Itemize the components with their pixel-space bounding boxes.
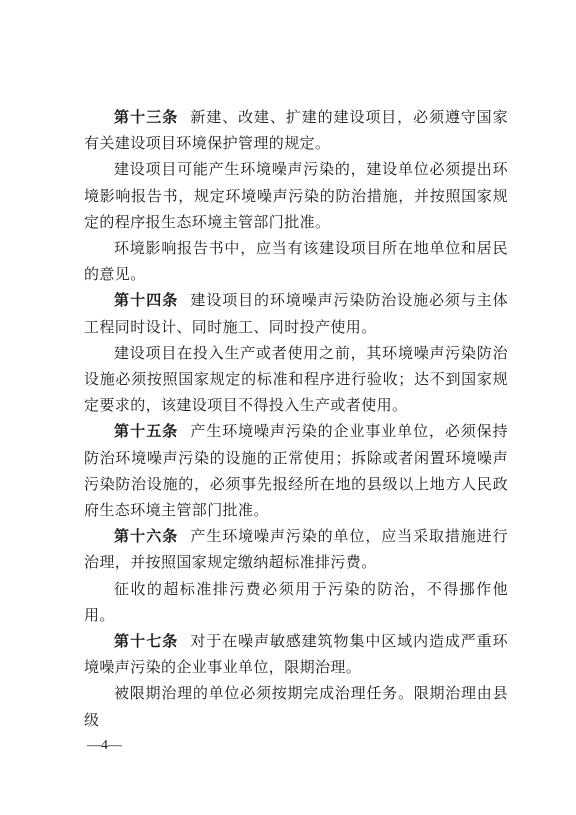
paragraph-text: 建设项目可能产生环境噪声污染的，建设单位必须提出环境影响报告书，规定环境噪声污染的防治措施，并按照国家规定的程序报生态环境主管部门批准。: [84, 160, 508, 231]
paragraph-text: 建设项目的环境噪声污染防治设施必须与主体工程同时设计、同时施工、同时投产使用。: [84, 291, 508, 336]
paragraph: [84, 576, 508, 628]
paragraph-article-16: [84, 523, 508, 575]
paragraph-article-13: [84, 104, 508, 156]
paragraph: [84, 235, 508, 287]
paragraph-article-14: [84, 287, 508, 339]
article-number: 第十六条: [114, 527, 179, 546]
article-number: 第十五条: [114, 422, 179, 441]
paragraph-text: 环境影响报告书中，应当有该建设项目所在地单位和居民的意见。: [84, 239, 508, 284]
paragraph-text: 对于在噪声敏感建筑物集中区域内造成严重环境噪声污染的企业事业单位，限期治理。: [84, 632, 508, 677]
paragraph-text: 征收的超标准排污费必须用于污染的防治，不得挪作他用。: [84, 579, 508, 624]
paragraph-article-17: [84, 628, 508, 680]
paragraph-text: 被限期治理的单位必须按期完成治理任务。限期治理由县级: [84, 684, 508, 729]
article-number: 第十四条: [114, 291, 179, 310]
article-number: 第十三条: [114, 108, 179, 126]
article-number: 第十七条: [114, 632, 179, 651]
paragraph: [84, 340, 508, 419]
paragraph: [84, 680, 508, 732]
paragraph-text: 产生环境噪声污染的单位，应当采取措施进行治理，并按照国家规定缴纳超标准排污费。: [84, 527, 508, 572]
paragraph-article-15: [84, 418, 508, 523]
page-number: —4—: [87, 738, 122, 753]
document-body: [84, 104, 508, 733]
paragraph-text: 新建、改建、扩建的建设项目，必须遵守国家有关建设项目环境保护管理的规定。: [84, 108, 508, 153]
paragraph: [84, 156, 508, 235]
paragraph-text: 产生环境噪声污染的企业事业单位，必须保持防治环境噪声污染的设施的正常使用；拆除或者闲置环境噪声污染防治设施的，必须事先报经所在地的县级以上地方人民政府生态环境主管部门批准。: [84, 422, 508, 520]
paragraph-text: 建设项目在投入生产或者使用之前，其环境噪声污染防治设施必须按照国家规定的标准和程序进行验收；达不到国家规定要求的，该建设项目不得投入生产或者使用。: [84, 343, 508, 415]
